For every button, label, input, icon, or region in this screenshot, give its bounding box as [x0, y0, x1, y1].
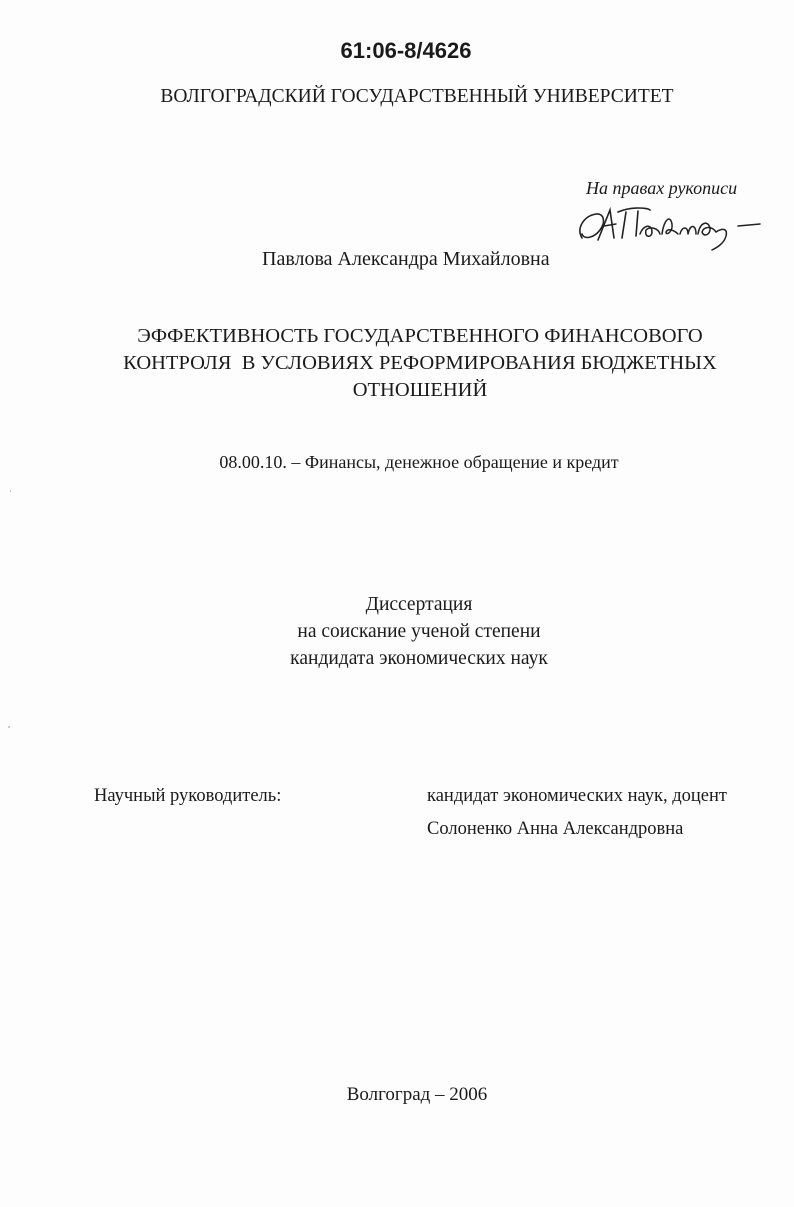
degree-statement	[0, 591, 794, 672]
title-line: ОТНОШЕНИЙ	[352, 379, 488, 401]
city-and-year: Волгоград – 2006	[346, 1084, 488, 1105]
supervisor-rank: кандидат экономических наук, доцент	[427, 786, 728, 806]
library-stamp-code: 61:06-8/4626	[340, 38, 472, 63]
title-line: КОНТРОЛЯ В УСЛОВИЯХ РЕФОРМИРОВАНИЯ БЮДЖЕТНЫХ	[123, 352, 717, 374]
title-line: ЭФФЕКТИВНОСТЬ ГОСУДАРСТВЕННОГО ФИНАНСОВОГО	[137, 325, 703, 347]
university-name: ВОЛГОГРАДСКИЙ ГОСУДАРСТВЕННЫЙ УНИВЕРСИТЕТ	[160, 86, 674, 107]
degree-line: кандидата экономических наук	[290, 648, 548, 669]
supervisor-name: Солоненко Анна Александровна	[427, 819, 684, 839]
supervisor-label: Научный руководитель:	[94, 786, 282, 806]
specialty-code: 08.00.10. – Финансы, денежное обращение и кредит	[219, 452, 619, 472]
degree-line: Диссертация	[365, 594, 473, 615]
manuscript-rights-note: На правах рукописи	[586, 178, 738, 198]
author-signature	[570, 198, 770, 256]
scan-speck	[8, 726, 10, 728]
dissertation-title	[100, 323, 740, 404]
degree-line: на соискание ученой степени	[297, 621, 541, 642]
scan-speck	[10, 490, 11, 492]
author-name: Павлова Александра Михайловна	[262, 248, 550, 270]
